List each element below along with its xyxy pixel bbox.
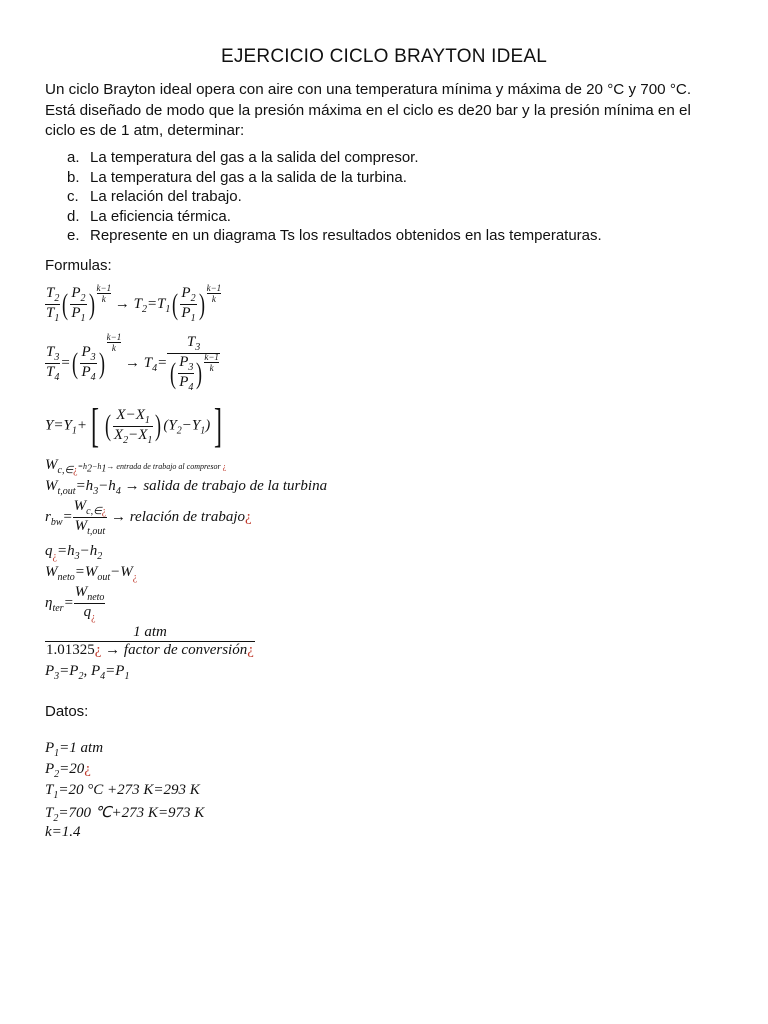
formula-heat-in: $q_¿=h_3-h_2$ — [45, 543, 103, 562]
formula-turbine-work: $W_{t,out}=h_3-h_4$ → salida de trabajo de la turbina — [45, 478, 328, 497]
formula-compressor-temp: $\frac{T_2}{T_1}$ ( $\frac{P_2}{P_1}$ ) $\frac{k-1}{k}$ → $T_2=T_1$( $\frac{P_2}{P_1}$ ) $\frac{k-1}{k}$ — [46, 283, 222, 324]
page-title: EJERCICIO CICLO BRAYTON IDEAL — [220, 46, 548, 67]
list-item — [67, 187, 602, 207]
formulas-heading: Formulas: — [45, 257, 112, 274]
list-text: La relación del trabajo. — [90, 188, 242, 206]
data-p2: $P_2=20¿$ — [45, 761, 91, 780]
formula-back-work-ratio: $r_{bw}=$ $\frac{W_{c,\in¿}}{W_{t,out}}$ → relación de trabajo¿ — [45, 498, 252, 537]
formula-interpolation: $Y=Y_1+$[ ( $\frac{X-X_1}{X_2-X_1}$ ) $(Y_2-Y_1)$] — [45, 399, 223, 452]
note-turbine: salida de trabajo de la turbina — [143, 478, 328, 494]
data-p1: $P_1=1$ atm — [45, 740, 104, 759]
list-letter: a. — [67, 149, 80, 166]
formula-pressure-relations: $P_3=P_2$, $P_4=P_1$ — [45, 663, 130, 682]
list-letter: c. — [67, 188, 79, 206]
note-ratio: relación de trabajo — [129, 508, 246, 525]
data-p2-value: =20 — [59, 761, 85, 777]
list-text: La temperatura del gas a la salida del compresor. — [90, 149, 419, 166]
list-item — [67, 168, 602, 188]
list-text: La temperatura del gas a la salida de la turbina. — [90, 168, 407, 186]
note-conversion: factor de conversión — [123, 642, 248, 658]
formula-net-work: $W_{neto}=W_{out}-W_¿$ — [45, 564, 138, 583]
data-t2-value: =700 ℃+273 K=973 K — [58, 805, 205, 821]
list-item — [67, 207, 602, 227]
list-letter: b. — [67, 168, 80, 186]
list-letter: e. — [67, 227, 80, 245]
list-text: La eficiencia térmica. — [90, 207, 231, 225]
list-letter: d. — [67, 207, 80, 225]
formula-compressor-work: $W_{c,\in¿}=h_2-h_1\to$ entrada de trabajo al compresor ¿ — [45, 457, 227, 476]
data-t2: $T_2=700$ ℃+273 K=973 K — [45, 805, 205, 824]
formula-conversion-factor: $\frac{\text{1 atm}}{\text{1.01325¿ → factor de conversión¿}}$ — [46, 624, 254, 658]
question-list — [67, 148, 602, 246]
datos-heading: Datos: — [45, 703, 89, 720]
conversion-value: 1.01325 — [46, 642, 95, 658]
note-compressor: entrada de trabajo al compresor — [116, 462, 221, 471]
formula-thermal-efficiency: $\eta_{ter}=$ $\frac{W_{neto}}{q_¿}$ — [45, 584, 105, 623]
data-t1: $T_1=20$ °C +273 K=293 K — [45, 782, 200, 801]
data-p1-value: =1 atm — [59, 740, 104, 756]
list-item — [67, 148, 602, 168]
list-item — [67, 226, 602, 246]
data-t1-value: =20 °C +273 K=293 K — [58, 782, 200, 798]
problem-statement: Un ciclo Brayton ideal opera con aire con una temperatura mínima y máxima de 20 °C y 700 °C. Está diseñado de modo que la presión máxima en el ciclo es de20 bar y la presión mínima en el ciclo es de 1 atm, determinar: — [45, 81, 692, 139]
data-k: k=1.4 — [45, 824, 81, 840]
conversion-numerator: 1 atm — [45, 624, 255, 642]
list-text: Represente en un diagrama Ts los resultados obtenidos en las temperaturas. — [90, 227, 602, 245]
formula-turbine-temp: $\frac{T_3}{T_4}$ =( $\frac{P_3}{P_4}$ ) $\frac{k-1}{k}$ → $T_4=$ $T_3$ ( $\frac{P_3}{P_4}$ ) $\frac{k-1}{k}$ — [46, 332, 219, 393]
